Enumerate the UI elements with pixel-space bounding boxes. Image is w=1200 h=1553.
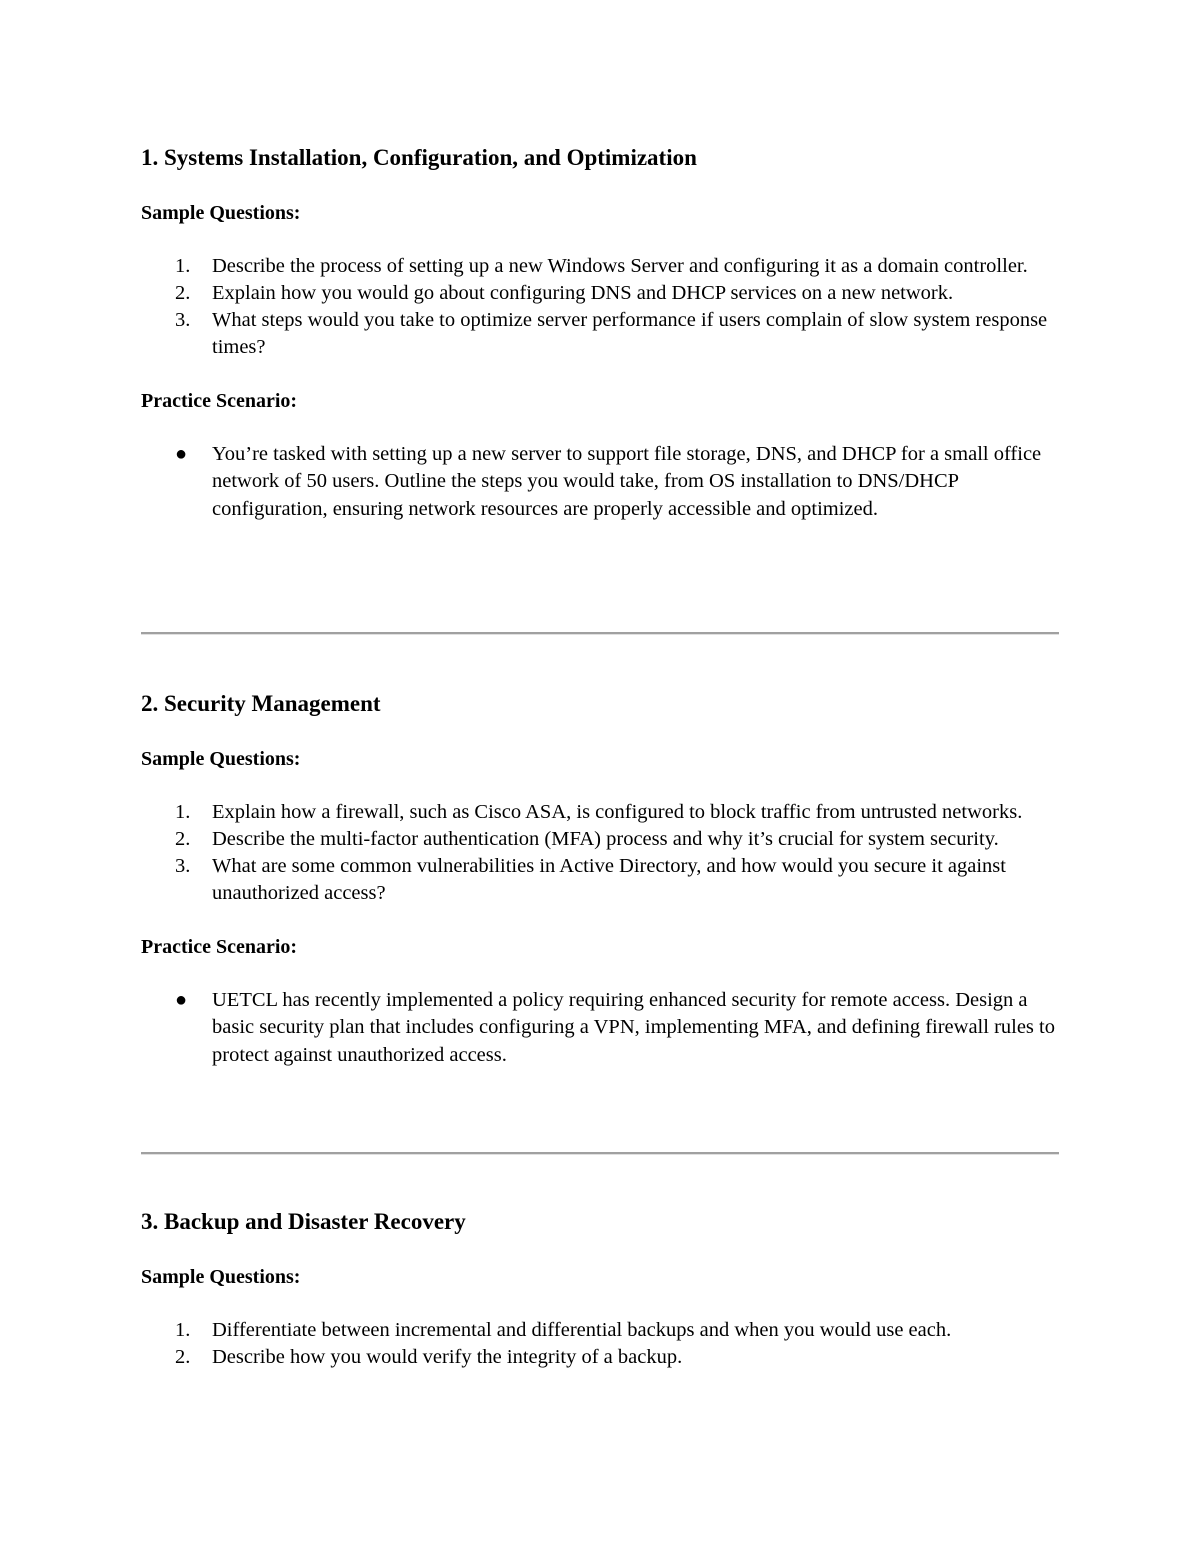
- list-number: 3.: [175, 855, 191, 877]
- question-text: What are some common vulnerabilities in Active Directory, and how would you secure it against unauthorized access?: [212, 855, 1006, 904]
- scenario-text: UETCL has recently implemented a policy requiring enhanced security for remote access. Design a basic security plan that includes configuring a VPN, implementing MFA, and defining firewall rules to protect against unauthorized access.: [212, 989, 1055, 1066]
- horizontal-divider: [141, 632, 1059, 635]
- section-security-management: [141, 690, 1059, 1069]
- practice-scenario-label: Practice Scenario:: [141, 936, 298, 958]
- sample-questions-label: Sample Questions:: [141, 748, 301, 770]
- question-text: What steps would you take to optimize server performance if users complain of slow system response times?: [212, 309, 1048, 358]
- section-systems-installation: [141, 144, 1059, 523]
- bullet-icon: ●: [175, 443, 188, 465]
- sample-questions-list: [141, 253, 1059, 361]
- list-item: [141, 1344, 1059, 1371]
- list-item: [141, 987, 1059, 1069]
- bullet-icon: ●: [175, 989, 188, 1011]
- sample-questions-list: [141, 799, 1059, 907]
- question-text: Explain how you would go about configuring DNS and DHCP services on a new network.: [212, 282, 954, 304]
- list-item: [141, 1317, 1059, 1344]
- list-item: [141, 307, 1059, 361]
- list-number: 2.: [175, 1346, 191, 1368]
- sample-questions-label: Sample Questions:: [141, 202, 301, 224]
- list-number: 1.: [175, 255, 191, 277]
- scenario-text: You’re tasked with setting up a new server to support file storage, DNS, and DHCP for a small office network of 50 users. Outline the steps you would take, from OS installation to DNS/DHCP configuration, ensuring network resources are properly accessible and optimized.: [212, 443, 1042, 520]
- question-text: Describe how you would verify the integrity of a backup.: [212, 1346, 683, 1368]
- horizontal-divider: [141, 1152, 1059, 1155]
- section-backup-disaster-recovery: [141, 1208, 1059, 1371]
- practice-scenario-list: [141, 987, 1059, 1069]
- question-text: Describe the process of setting up a new Windows Server and configuring it as a domain controller.: [212, 255, 1028, 277]
- list-item: [141, 280, 1059, 307]
- list-item: [141, 799, 1059, 826]
- list-item: [141, 441, 1059, 523]
- list-item: [141, 853, 1059, 907]
- list-number: 1.: [175, 1319, 191, 1341]
- question-text: Differentiate between incremental and differential backups and when you would use each.: [212, 1319, 952, 1341]
- question-text: Describe the multi-factor authentication (MFA) process and why it’s crucial for system security.: [212, 828, 999, 850]
- list-number: 3.: [175, 309, 191, 331]
- list-item: [141, 826, 1059, 853]
- section-title: 2. Security Management: [141, 691, 381, 716]
- practice-scenario-label: Practice Scenario:: [141, 390, 298, 412]
- list-number: 2.: [175, 828, 191, 850]
- list-number: 2.: [175, 282, 191, 304]
- question-text: Explain how a firewall, such as Cisco ASA, is configured to block traffic from untrusted networks.: [212, 801, 1023, 823]
- sample-questions-list: [141, 1317, 1059, 1371]
- section-title: 1. Systems Installation, Configuration, and Optimization: [141, 145, 697, 170]
- section-title: 3. Backup and Disaster Recovery: [141, 1209, 466, 1234]
- list-number: 1.: [175, 801, 191, 823]
- list-item: [141, 253, 1059, 280]
- sample-questions-label: Sample Questions:: [141, 1266, 301, 1288]
- practice-scenario-list: [141, 441, 1059, 523]
